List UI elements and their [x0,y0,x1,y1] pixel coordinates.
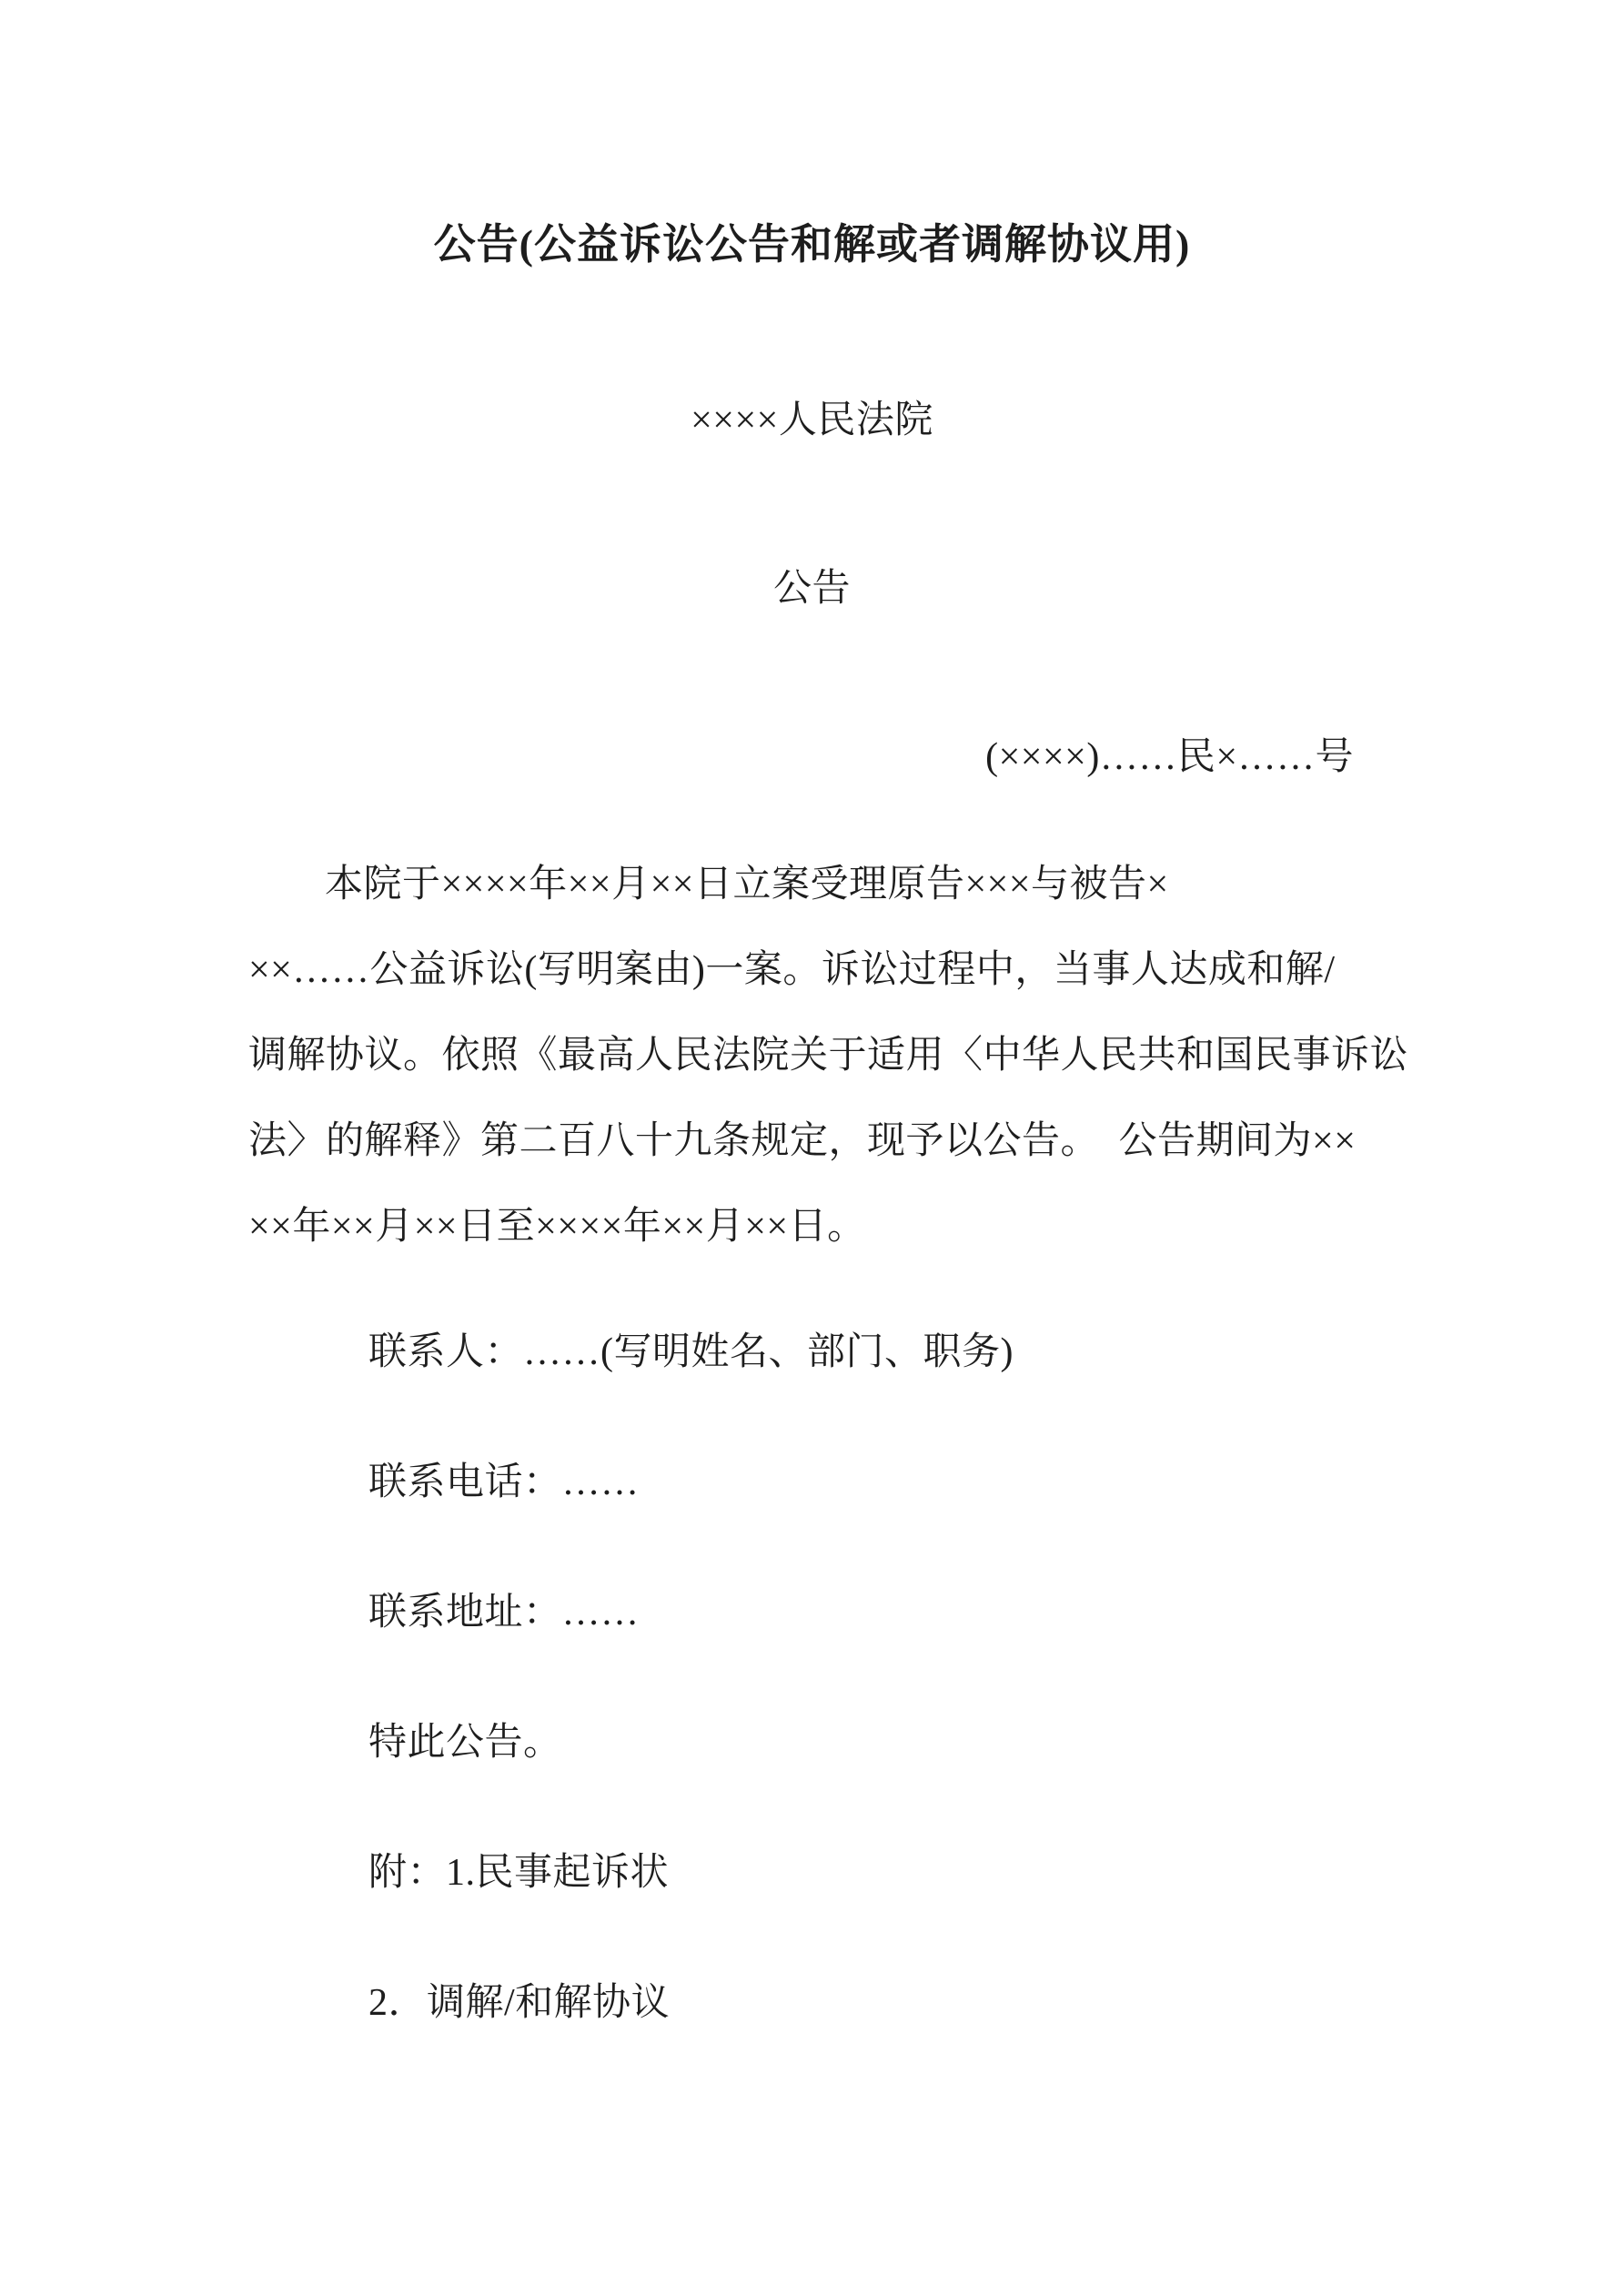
body-paragraph-line-3: 调解协议。依照《最高人民法院关于适用〈中华人民共和国民事诉讼 [248,1035,1409,1077]
attachment-item-2: 2．调解/和解协议 [368,1982,671,2024]
notice-heading: 公告 [772,568,851,610]
contact-address-line: 联系地址：…… [368,1592,640,1633]
document-title: 公告(公益诉讼公告和解或者调解协议用) [433,221,1191,268]
closing-line: 特此公告。 [368,1722,562,1764]
case-number: (××××)……民×……号 [985,736,1354,778]
body-paragraph-line-1: 本院于××××年××月××日立案受理原告×××与被告× [325,864,1169,905]
body-paragraph-line-4: 法〉的解释》第二百八十九条规定，现予以公告。 公告期间为×× [248,1120,1357,1162]
contact-phone-line: 联系电话：…… [368,1462,640,1503]
court-name: ××××人民法院 [691,400,933,441]
body-paragraph-line-5: ××年××月××日至××××年××月××日。 [248,1206,866,1248]
contact-person-line: 联系人：……(写明姓名、部门、职务) [368,1331,1014,1373]
attachment-item-1: 附：1.民事起诉状 [368,1852,670,1894]
body-paragraph-line-2: ××……公益诉讼(写明案由)一案。诉讼过程中，当事人达成和解/ [248,949,1336,991]
